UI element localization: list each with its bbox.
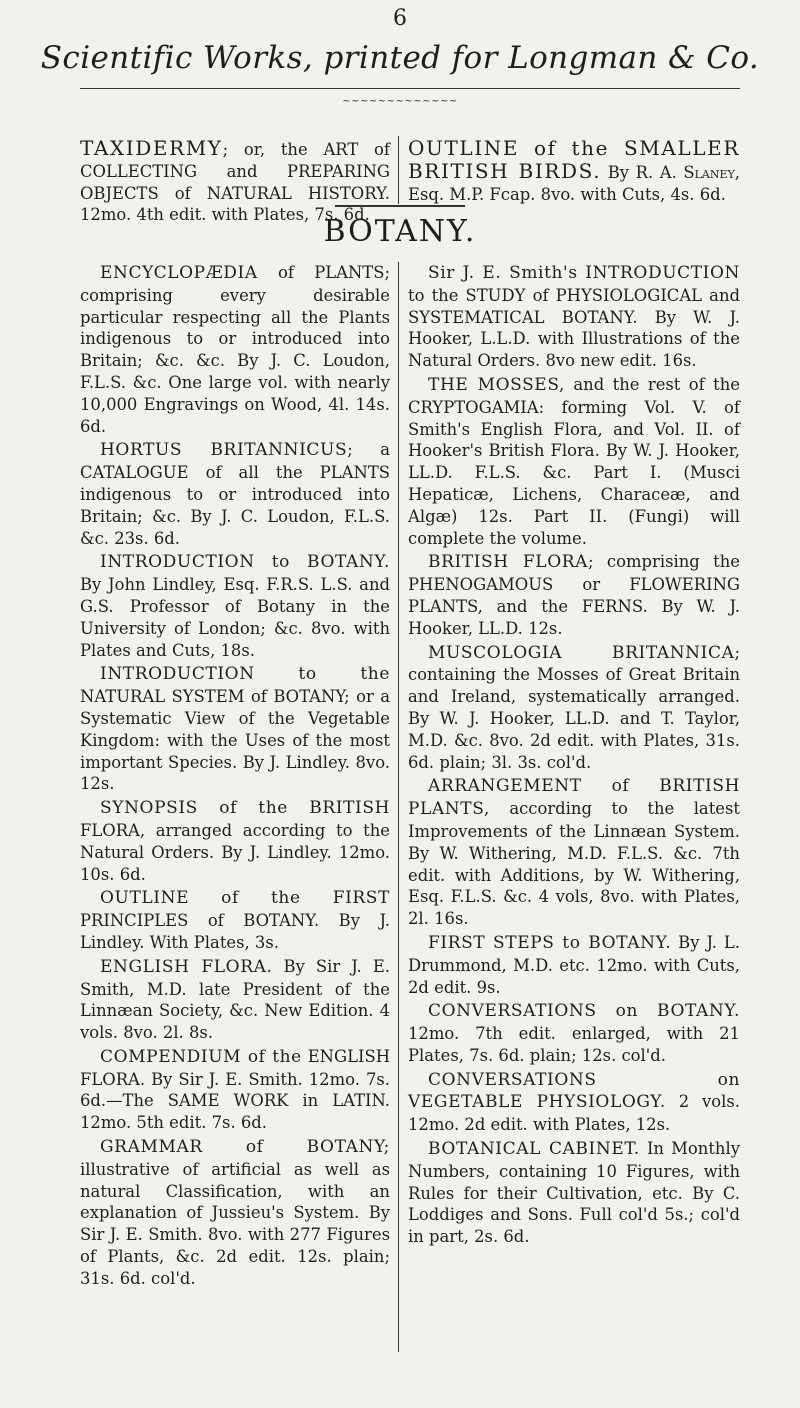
- entry-text: NATURAL SYSTEM of BOTANY; or a Systematic View of the Vegetable Kingdom: with the Uses of the most important Species. By J. Lindley. 8vo. 12s.: [80, 687, 390, 794]
- entry-text: 12mo. 7th edit. enlarged, with 21 Plates, 7s. 6d. plain; 12s. col'd.: [408, 1024, 740, 1065]
- page-header: Scientific Works, printed for Longman & Co.: [40, 40, 760, 76]
- section-title: BOTANY.: [323, 214, 477, 249]
- entry-title: ENCYCLOPÆDIA: [100, 263, 258, 283]
- page-number: 6: [393, 6, 407, 31]
- catalog-entry: [80, 551, 390, 661]
- header-rule: [80, 88, 740, 89]
- entry-text: ; a CATALOGUE of all the PLANTS indigenous to or introduced into Britain; &c. By J. C. Loudon, F.L.S. &c. 23s. 6d.: [80, 440, 390, 548]
- catalog-entry: [408, 551, 740, 639]
- catalog-entry: [80, 439, 390, 549]
- entry-title: BRITISH FLORA: [428, 552, 589, 573]
- catalog-entry: [408, 775, 740, 930]
- top-right-text: , Esq. M.P. Fcap. 8vo. with Cuts, 4s. 6d.: [408, 162, 740, 204]
- entry-text: illustrative of artificial as well as natural Classification, with an explanation of Jussieu's System. By Sir J. E. Smith. 8vo. with 277 Figures of Plants, &c. 2d edit. 12s. plain; 31s. 6d. col'd.: [80, 1159, 390, 1288]
- right-column: [408, 262, 740, 1250]
- catalog-entry: [80, 663, 390, 795]
- entry-title: MUSCOLOGIA BRITANNICA: [428, 642, 735, 663]
- entry-title: GRAMMAR of BOTANY;: [100, 1137, 390, 1158]
- top-right-title: OUTLINE of the SMALLER BRITISH BIRDS.: [408, 136, 740, 183]
- entry-text: By John Lindley, Esq. F.R.S. L.S. and G.S. Professor of Botany in the University of London; &c. 8vo. with Plates and Cuts, 18s.: [80, 575, 390, 660]
- top-left-title: TAXIDERMY: [80, 136, 223, 160]
- catalog-entry: [80, 797, 390, 885]
- entry-text: 2 vols. 12mo. 2d edit. with Plates, 12s.: [408, 1092, 740, 1135]
- entry-title: SYNOPSIS of the BRITISH: [100, 798, 390, 819]
- catalog-entry: [408, 1000, 740, 1066]
- catalog-entry: [408, 932, 740, 998]
- catalog-entry: [408, 374, 740, 549]
- entry-title: INTRODUCTION to BOTANY.: [100, 552, 390, 573]
- catalog-entry: [408, 262, 740, 372]
- entry-text: according to the latest Improvements of the Linnæan System. By W. Withering, M.D. F.L.S. &c. 7th edit. with Additions, by W. Withering, Esq. F.L.S. &c. 4 vols, 8vo. with Plates, 2l. 16s.: [408, 799, 740, 929]
- entry-text: In Monthly Numbers, containing 10 Figures, with Rules for their Cultivation, etc. By C. Loddiges and Sons. Full col'd 5s.; col'd in part, 2s. 6d.: [408, 1139, 740, 1247]
- entry-text: of PLANTS; comprising every desirable particular respecting all the Plants indigenous to or introduced into Britain; &c. &c. By J. C. Loudon, F.L.S. &c. One large vol. with nearly 10,000 Engravings on Wood, 4l. 14s. 6d.: [80, 263, 390, 436]
- entry-text: PRINCIPLES of BOTANY. By J. Lindley. With Plates, 3s.: [80, 911, 390, 952]
- entry-text: ENGLISH FLORA. By Sir J. E. Smith. 12mo. 7s. 6d.—The SAME WORK in LATIN. 12mo. 5th edit. 7s. 6d.: [80, 1046, 390, 1133]
- entry-text: and the rest of the CRYPTOGAMIA: forming Vol. V. of Smith's English Flora, and Vol. II. of Hooker's British Flora. By W. J. Hooker, LL.D. F.L.S. &c. Part I. (Musci Hepaticæ, Lichens, Characeæ, and Algæ) 12s. Part II. (Fungi) will complete the volume.: [408, 374, 740, 548]
- entry-title: CONVERSATIONS on BOTANY.: [428, 1001, 740, 1022]
- entry-text: ; comprising the PHENOGAMOUS or FLOWERING PLANTS, and the FERNS. By W. J. Hooker, LL.D. 12s.: [408, 552, 740, 638]
- entry-title: THE MOSSES,: [428, 374, 565, 395]
- top-column-divider: [398, 136, 399, 204]
- entry-text: ; containing the Mosses of Great Britain and Ireland, systematically arranged. By W. J. Hooker, LL.D. and T. Taylor, M.D. &c. 8vo. 2d edit. with Plates, 31s. 6d. plain; 3l. 3s. col'd.: [408, 642, 740, 772]
- entry-text: to the STUDY of PHYSIOLOGICAL and SYSTEMATICAL BOTANY. By W. J. Hooker, L.L.D. with Illustrations of the Natural Orders. 8vo new edit. 16s.: [408, 285, 740, 371]
- left-column: [80, 262, 390, 1292]
- entry-title: HORTUS BRITANNICUS: [100, 440, 348, 461]
- entry-title: ENGLISH FLORA.: [100, 956, 273, 977]
- top-right-notice: [408, 138, 740, 207]
- entry-text: By J. L. Drummond, M.D. etc. 12mo. with Cuts, 2d edit. 9s.: [408, 932, 740, 997]
- entry-text: By Sir J. E. Smith, M.D. late President of the Linnæan Society, &c. New Edition. 4 vols. 8vo. 2l. 8s.: [80, 956, 390, 1043]
- top-right-author: Slaney: [683, 162, 735, 182]
- entry-title: ARRANGEMENT of BRITISH PLANTS,: [408, 776, 740, 820]
- entry-title: FIRST STEPS to BOTANY.: [428, 932, 672, 953]
- entry-title: CONVERSATIONS on VEGETABLE PHYSIOLOGY.: [408, 1069, 740, 1113]
- catalog-entry: [80, 1136, 390, 1290]
- catalog-entry: [408, 1069, 740, 1136]
- catalog-entry: [408, 642, 740, 774]
- entry-text: FLORA, arranged according to the Natural Orders. By J. Lindley. 12mo. 10s. 6d.: [80, 820, 390, 884]
- top-left-text: ; or, the ART of COLLECTING and PREPARING OBJECTS of NATURAL HISTORY. 12mo. 4th edit. with Plates, 7s. 6d.: [80, 140, 390, 225]
- entry-title: OUTLINE of the FIRST: [100, 888, 390, 909]
- entry-title: COMPENDIUM of the: [100, 1046, 302, 1067]
- entry-title: BOTANICAL CABINET.: [428, 1139, 640, 1160]
- entry-title: Sir J. E. Smith's INTRODUCTION: [428, 263, 740, 283]
- ornament: ~~~~~~~~~~~~~: [342, 96, 458, 107]
- top-right-by: By R. A.: [607, 162, 677, 182]
- catalog-entry: [80, 887, 390, 953]
- catalog-entry: [80, 1046, 390, 1134]
- entry-title: INTRODUCTION to the: [100, 664, 390, 685]
- section-divider: [335, 205, 465, 207]
- catalog-entry: [80, 956, 390, 1044]
- catalog-entry: [80, 262, 390, 437]
- column-divider: [398, 262, 399, 1352]
- catalog-entry: [408, 1138, 740, 1248]
